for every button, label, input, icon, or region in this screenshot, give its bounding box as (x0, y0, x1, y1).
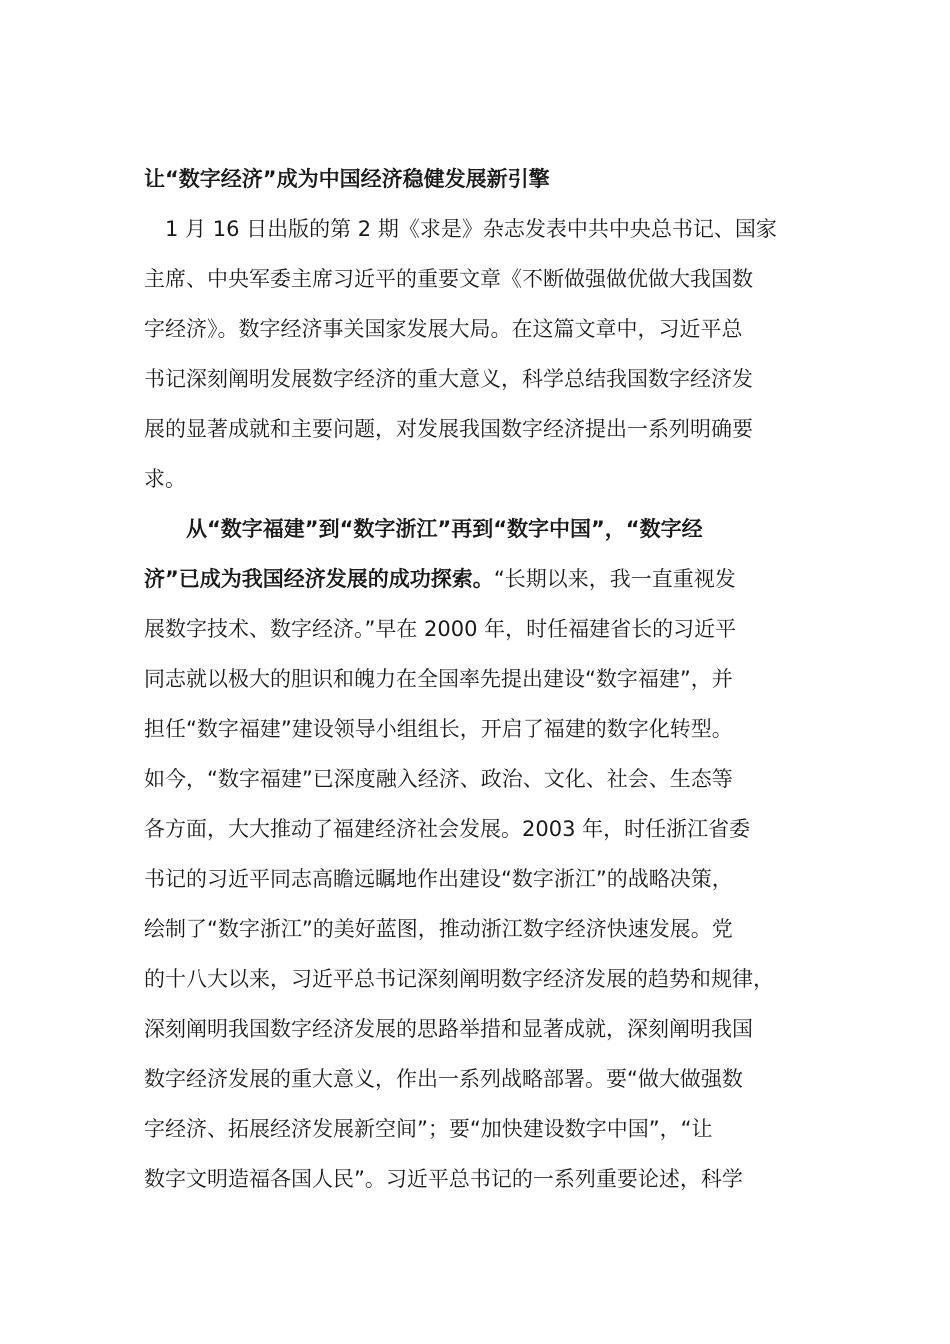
text-line: 数字经济发展的重大意义，作出一系列战略部署。要“做大做强数 (144, 1067, 743, 1091)
text-line: 各方面，大大推动了福建经济社会发展。2003 年，时任浙江省委 (144, 817, 751, 841)
lead-sentence-line: 从“数字福建”到“数字浙江”再到“数字中国”，“数字经 (144, 517, 703, 541)
paragraph-1 (144, 204, 806, 504)
text-line: 书记的习近平同志高瞻远瞩地作出建设“数字浙江”的战略决策， (144, 867, 733, 891)
document-title: 让“数字经济”成为中国经济稳健发展新引擎 (144, 167, 550, 191)
text-line: 字经济、拓展经济发展新空间”；要“加快建设数字中国”，“让 (144, 1117, 713, 1141)
lead-sentence-end: 济”已成为我国经济发展的成功探索。 (144, 567, 494, 591)
text-line: 担任“数字福建”建设领导小组组长，开启了福建的数字化转型。 (144, 717, 733, 741)
paragraph-2 (144, 504, 806, 1204)
text-line: 展数字技术、数字经济。”早在 2000 年，时任福建省长的习近平 (144, 617, 737, 641)
text-line: 绘制了“数字浙江”的美好蓝图，推动浙江数字经济快速发展。党 (144, 917, 733, 941)
text-line: 字经济》。数字经济事关国家发展大局。在这篇文章中，习近平总 (144, 317, 743, 341)
text-line: 如今，“数字福建”已深度融入经济、政治、文化、社会、生态等 (144, 767, 733, 791)
text-line: 展的显著成就和主要问题，对发展我国数字经济提出一系列明确要 (144, 417, 753, 441)
text-line: 主席、中央军委主席习近平的重要文章《不断做强做优做大我国数 (144, 267, 753, 291)
text-line: 求。 (144, 467, 186, 491)
text-line: 书记深刻阐明发展数字经济的重大意义，科学总结我国数字经济发 (144, 367, 753, 391)
text-line: 的十八大以来，习近平总书记深刻阐明数字经济发展的趋势和规律， (144, 967, 774, 991)
text-line: 1 月 16 日出版的第 2 期《求是》杂志发表中共中央总书记、国家 (144, 217, 777, 241)
text-line: 数字文明造福各国人民”。习近平总书记的一系列重要论述，科学 (144, 1167, 743, 1191)
text-line: 深刻阐明我国数字经济发展的思路举措和显著成就，深刻阐明我国 (144, 1017, 753, 1041)
text-line (144, 554, 806, 604)
text-line: 同志就以极大的胆识和魄力在全国率先提出建设“数字福建”，并 (144, 667, 733, 691)
quote-start: “长期以来，我一直重视发 (493, 567, 736, 591)
document-body (144, 154, 806, 1204)
